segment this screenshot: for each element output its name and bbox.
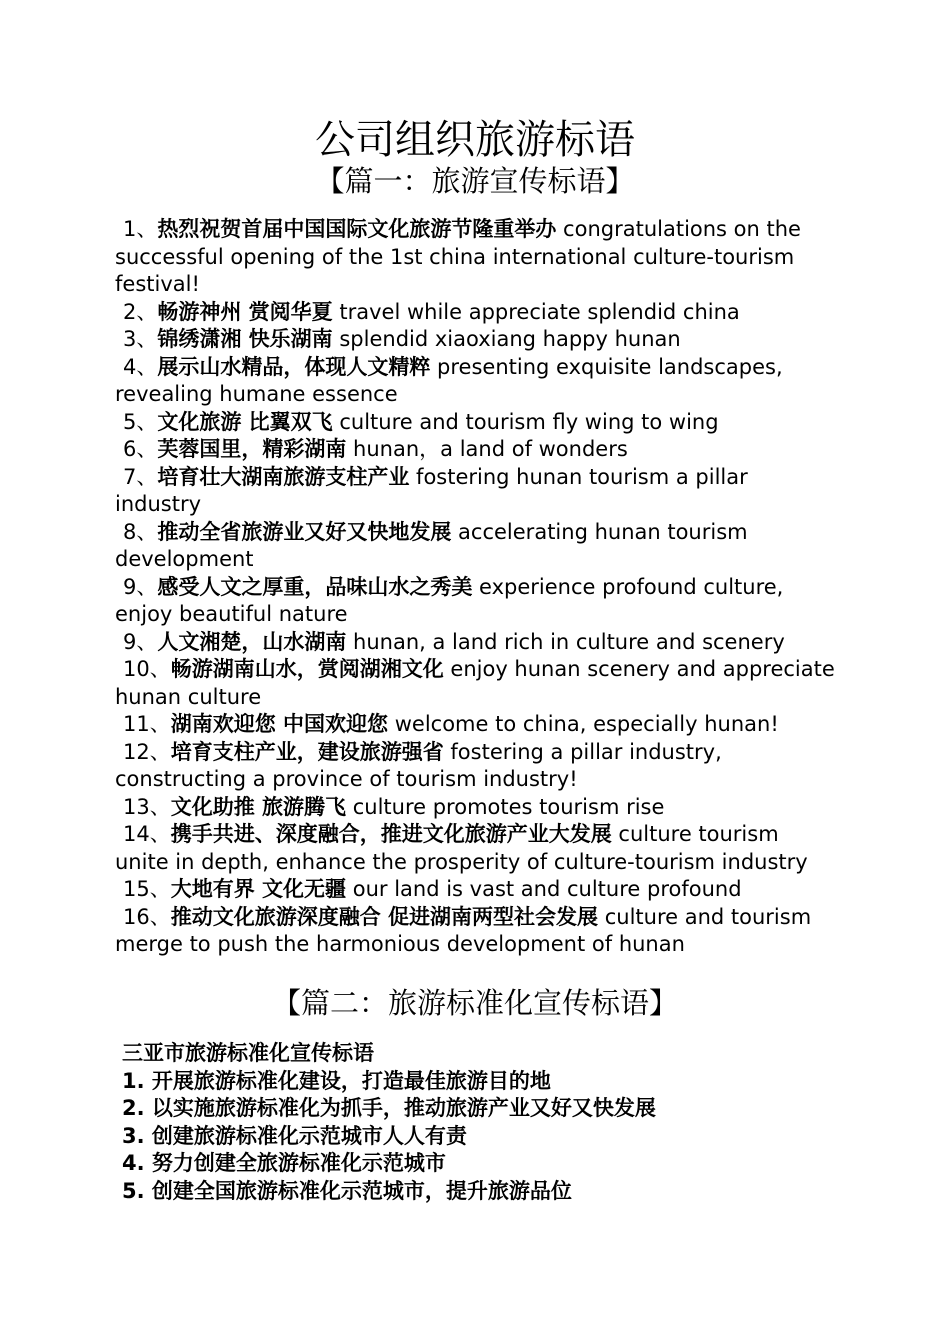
slogan-english: culture tourism unite in depth, enhance the prosperity of culture-tourism industry	[115, 822, 808, 874]
list-item: 3. 创建旅游标准化示范城市人人有责	[122, 1123, 467, 1148]
slogan-chinese: 推动文化旅游深度融合 促进湖南两型社会发展	[170, 904, 599, 929]
list-item	[115, 326, 837, 354]
list-item	[115, 876, 837, 904]
section2-subtitle: 三亚市旅游标准化宣传标语	[122, 1041, 374, 1065]
slogan-english: our land is vast and culture profound	[346, 877, 742, 901]
list-item	[115, 409, 837, 437]
item-number: 9、	[123, 629, 158, 654]
list-item	[115, 904, 837, 959]
slogan-english: culture and tourism fly wing to wing	[332, 409, 719, 434]
slogan-english: hunan, a land rich in culture and scenery	[346, 629, 785, 654]
slogan-chinese: 推动全省旅游业又好又快地发展	[157, 519, 452, 544]
list-item	[115, 354, 837, 409]
slogan-chinese: 培育支柱产业，建设旅游强省	[170, 739, 444, 764]
list-item	[115, 739, 837, 794]
slogan-chinese: 畅游湖南山水，赏阅湖湘文化	[170, 657, 444, 681]
slogan-chinese: 感受人文之厚重，品味山水之秀美	[157, 574, 473, 599]
slogan-chinese: 培育壮大湖南旅游支柱产业	[157, 464, 410, 489]
list-item: 5. 创建全国旅游标准化示范城市，提升旅游品位	[122, 1178, 572, 1203]
item-number: 12、	[123, 739, 171, 764]
item-number: 15、	[123, 877, 171, 901]
slogan-chinese: 人文湘楚，山水湖南	[157, 629, 347, 654]
list-item	[115, 656, 837, 711]
list-item: 4. 努力创建全旅游标准化示范城市	[122, 1151, 446, 1175]
item-number: 16、	[123, 904, 171, 929]
slogan-english: splendid xiaoxiang happy hunan	[332, 327, 681, 351]
standardization-list	[122, 1068, 842, 1206]
list-item: 1. 开展旅游标准化建设，打造最佳旅游目的地	[122, 1068, 551, 1093]
slogan-english: congratulations on the successful opening of the 1st china international culture-tourism festival!	[115, 217, 801, 296]
slogan-english: culture promotes tourism rise	[346, 794, 665, 819]
slogan-chinese: 锦绣潇湘 快乐湖南	[157, 327, 333, 351]
slogan-english: fostering hunan tourism a pillar industry	[115, 464, 748, 516]
item-number: 3、	[123, 327, 158, 351]
list-item	[115, 711, 837, 739]
slogan-english: presenting exquisite landscapes, revealing humane essence	[115, 354, 783, 406]
slogan-chinese: 文化旅游 比翼双飞	[157, 409, 333, 434]
slogan-chinese: 文化助推 旅游腾飞	[170, 794, 347, 819]
list-item	[115, 436, 837, 464]
slogan-chinese: 携手共进、深度融合，推进文化旅游产业大发展	[170, 822, 612, 846]
slogan-english: fostering a pillar industry, constructing a province of tourism industry!	[115, 739, 722, 791]
item-number: 8、	[123, 519, 158, 544]
list-item	[115, 821, 837, 876]
slogan-english: hunan，a land of wonders	[346, 437, 628, 461]
slogan-chinese: 展示山水精品，体现人文精粹	[157, 354, 431, 379]
item-number: 10、	[123, 657, 171, 681]
item-number: 1、	[123, 217, 158, 241]
item-number: 7、	[123, 464, 158, 489]
slogan-english: culture and tourism merge to push the harmonious development of hunan	[115, 904, 812, 956]
slogan-list	[115, 216, 837, 959]
item-number: 14、	[123, 822, 171, 846]
item-number: 2、	[123, 299, 158, 324]
item-number: 11、	[123, 712, 171, 736]
list-item	[115, 299, 837, 327]
item-number: 4、	[123, 354, 158, 379]
slogan-english: welcome to china, especially hunan!	[388, 712, 779, 736]
list-item	[115, 629, 837, 657]
slogan-english: accelerating hunan tourism development	[115, 519, 748, 571]
slogan-chinese: 湖南欢迎您 中国欢迎您	[170, 712, 389, 736]
slogan-english: travel while appreciate splendid china	[332, 299, 740, 324]
slogan-chinese: 畅游神州 赏阅华夏	[157, 299, 333, 324]
slogan-chinese: 芙蓉国里，精彩湖南	[157, 437, 347, 461]
list-item	[115, 794, 837, 822]
list-item	[115, 216, 837, 299]
list-item: 2. 以实施旅游标准化为抓手，推动旅游产业又好又快发展	[122, 1096, 656, 1120]
slogan-chinese: 热烈祝贺首届中国国际文化旅游节隆重举办	[157, 217, 557, 241]
slogan-english: experience profound culture, enjoy beautiful nature	[115, 574, 784, 626]
section2-heading: 【篇二：旅游标准化宣传标语】	[271, 986, 678, 1020]
item-number: 6、	[123, 437, 158, 461]
item-number: 9、	[123, 574, 158, 599]
slogan-chinese: 大地有界 文化无疆	[170, 877, 347, 901]
list-item	[115, 464, 837, 519]
item-number: 5、	[123, 409, 158, 434]
item-number: 13、	[123, 794, 171, 819]
document-title: 公司组织旅游标语	[315, 117, 635, 163]
section1-heading: 【篇一：旅游宣传标语】	[315, 164, 635, 198]
list-item	[115, 519, 837, 574]
standardization-block	[122, 1040, 842, 1205]
list-item	[115, 574, 837, 629]
slogan-english: enjoy hunan scenery and appreciate hunan culture	[115, 657, 835, 709]
